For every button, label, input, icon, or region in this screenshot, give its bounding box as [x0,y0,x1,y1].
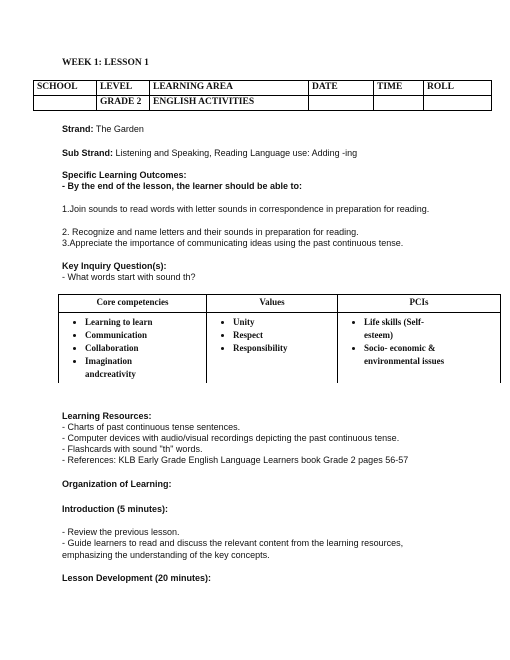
header-roll: ROLL [424,81,492,96]
competency-body-row [59,313,501,384]
week-lesson-heading: WEEK 1: LESSON 1 [62,58,149,68]
resource-item: - Flashcards with sound "th" words. [62,444,203,454]
values-header: Values [207,295,338,313]
sub-strand-line [62,148,357,160]
resource-item: - Charts of past continuous tense sentences. [62,422,241,432]
value-item: • Unity [233,316,335,329]
introduction-item: - Guide learners to read and discuss the relevant content from the learning resources, emphasizing the understanding of the key concepts. [62,538,404,560]
pcis-header: PCIs [338,295,501,313]
pci-item: • Socio- economic & environmental issues [364,342,448,368]
strand-label: Strand: [62,124,94,134]
core-competencies-cell [59,313,207,384]
pcis-list [340,316,498,368]
lesson-info-table [33,80,492,111]
values-cell [207,313,338,384]
header-level: LEVEL [97,81,150,96]
inquiry-question: - What words start with sound th? [62,272,196,282]
value-level: GRADE 2 [97,96,150,111]
core-competency-item: • Imagination andcreativity [85,355,165,381]
core-competency-item: • Collaboration [85,342,204,355]
competency-header-row [59,295,501,313]
header-date: DATE [309,81,374,96]
development-heading: Lesson Development (20 minutes): [62,573,212,583]
outcomes-heading: Specific Learning Outcomes: [62,170,187,180]
sub-strand-label: Sub Strand: [62,148,113,158]
header-learning-area: LEARNING AREA [150,81,309,96]
value-item: • Respect [233,329,335,342]
value-date [309,96,374,111]
resources-heading: Learning Resources: [62,411,152,421]
value-school [34,96,97,111]
core-competency-item: • Learning to learn [85,316,204,329]
outcomes-subheading: - By the end of the lesson, the learner should be able to: [62,181,303,191]
value-time [374,96,424,111]
core-competency-item: • Communication [85,329,204,342]
introduction-item: - Review the previous lesson. [62,527,180,537]
value-roll [424,96,492,111]
resource-item: - Computer devices with audio/visual recordings depicting the past continuous tense. [62,433,400,443]
resource-item: - References: KLB Early Grade English Language Learners book Grade 2 pages 56-57 [62,455,409,465]
pcis-cell [338,313,501,384]
pci-item: • Life skills (Self-esteem) [364,316,448,342]
introduction-heading: Introduction (5 minutes): [62,504,168,514]
organization-heading: Organization of Learning: [62,479,172,489]
info-table-header-row [34,81,492,96]
outcome-item-3: 3.Appreciate the importance of communicating ideas using the past continuous tense. [62,238,404,248]
sub-strand-value: Listening and Speaking, Reading Language use: Adding -ing [113,148,358,158]
strand-value: The Garden [93,124,144,134]
core-competencies-list [61,316,204,381]
value-item: • Responsibility [233,342,335,355]
header-school: SCHOOL [34,81,97,96]
values-list [209,316,335,355]
value-learning-area: ENGLISH ACTIVITIES [150,96,309,111]
outcome-item-1: 1.Join sounds to read words with letter sounds in correspondence in preparation for reading. [62,204,430,214]
header-time: TIME [374,81,424,96]
info-table-value-row [34,96,492,111]
competency-table [58,294,501,383]
strand-line [62,124,144,136]
core-competencies-header: Core competencies [59,295,207,313]
outcome-item-2: 2. Recognize and name letters and their sounds in preparation for reading. [62,227,359,237]
inquiry-heading: Key Inquiry Question(s): [62,261,167,271]
